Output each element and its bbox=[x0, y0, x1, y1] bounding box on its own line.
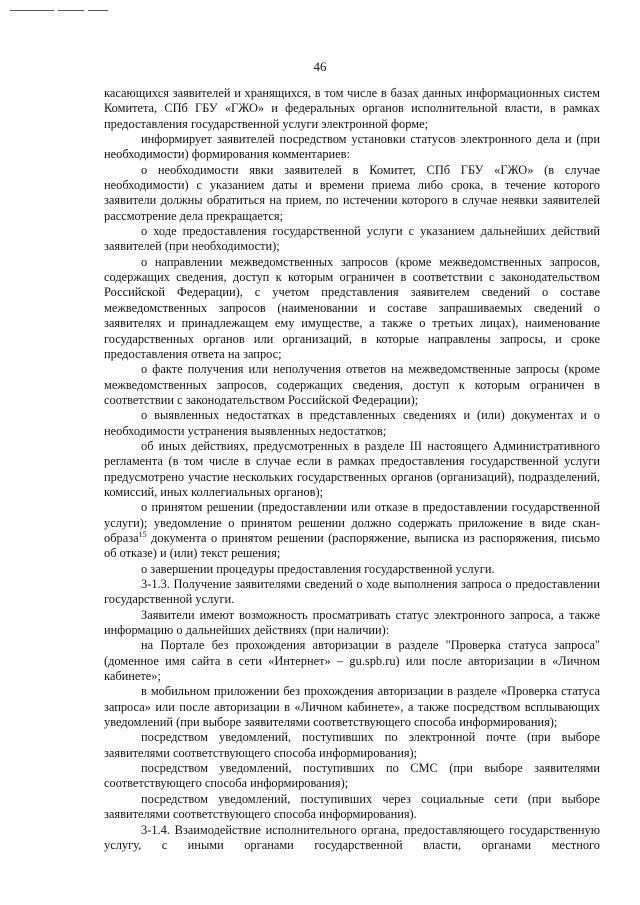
paragraph bbox=[104, 500, 600, 561]
paragraph: о ходе предоставления государственной услуги с указанием дальнейших действий заявителей (при необходимости); bbox=[104, 224, 600, 254]
paragraph: о факте получения или неполучения ответов на межведомственные запросы (кроме межведомственных запросов, содержащих сведения, доступ к которым ограничен в соответствии с законодательством Российской Федерации); bbox=[104, 362, 600, 407]
section-heading-3-1-4: 3-1.4. Взаимодействие исполнительного органа, предоставляющего государственную услугу, с иными органами государственной власти, органами местного bbox=[104, 822, 600, 852]
paragraph: касающихся заявителей и хранящихся, в том числе в базах данных информационных систем Комитета, СПб ГБУ «ГЖО» и федеральных органов исполнительной власти, в рамках предоставления государственной услуги электронной форме; bbox=[104, 86, 600, 131]
paragraph: о выявленных недостатках в представленных сведениях и (или) документах и о необходимости устранения выявленных недостатков; bbox=[104, 408, 600, 438]
paragraph: Заявители имеют возможность просматривать статус электронного запроса, а также информацию о дальнейших действиях (при наличии): bbox=[104, 607, 600, 638]
paragraph: о направлении межведомственных запросов (кроме межведомственных запросов, содержащих сведения, доступ к которым ограничен в соответствии с законодательством Российской Федерации), с учетом представления заявителем сведений о составе межведомственных запросов (наименовании и составе запрашиваемых сведений о заявителях и принадлежащем ему имуществе, а также о третьих лицах), наименование государственных органов или организаций, в которые направлены запросы, и сроке предоставления ответа на запрос; bbox=[104, 254, 600, 361]
paragraph: информирует заявителей посредством установки статусов электронного дела и (при необходимости) формирования комментариев: bbox=[104, 132, 600, 162]
paragraph: посредством уведомлений, поступивших по СМС (при выборе заявителями соответствующего способа информирования); bbox=[104, 761, 600, 791]
paragraph: о завершении процедуры предоставления государственной услуги. bbox=[141, 561, 495, 576]
paragraph: посредством уведомлений, поступивших через социальные сети (при выборе заявителями соответствующего способа информирования). bbox=[104, 791, 600, 822]
section-heading-3-1-3: 3-1.3. Получение заявителями сведений о ходе выполнения запроса о предоставлении государственной услуги. bbox=[104, 577, 600, 607]
paragraph-text: документа о принятом решении (распоряжение, выписка из распоряжения, письмо об отказе) и (или) текст решения; bbox=[104, 530, 600, 561]
paragraph: об иных действиях, предусмотренных в разделе III настоящего Административного регламента (в том числе в случае если в рамках предоставления государственной услуги предусмотрено участие нескольких государственных органов (организаций), подразделений, комиссий, иных коллегиальных органов); bbox=[104, 438, 600, 499]
paragraph-text: о принятом решении (предоставлении или отказе в предоставлении государственной услуги); уведомление о принятом решении должно содержать приложение в виде скан-образа bbox=[104, 500, 600, 545]
paragraph: на Портале без прохождения авторизации в разделе "Проверка статуса запроса" (доменное имя сайта в сети «Интернет» – gu.spb.ru) или после авторизации в «Личном кабинете»; bbox=[104, 638, 600, 684]
paragraph: посредством уведомлений, поступивших по электронной почте (при выборе заявителями соответствующего способа информирования); bbox=[104, 730, 600, 760]
page-number: 46 bbox=[313, 59, 327, 74]
document-body bbox=[104, 86, 600, 853]
scan-edge-mark bbox=[10, 10, 125, 14]
paragraph: о необходимости явки заявителей в Комитет, СПб ГБУ «ГЖО» (в случае необходимости) с указанием даты и времени приема либо срока, в течение которого заявители должны обратиться на прием, по истечении которого в случае неявки заявителей рассмотрение дела прекращается; bbox=[104, 162, 600, 223]
footnote-marker[interactable]: 15 bbox=[138, 529, 147, 539]
paragraph: в мобильном приложении без прохождения авторизации в разделе «Проверка статуса запроса» или после авторизации в «Личном кабинете», а также посредством всплывающих уведомлений (при выборе заявителями соответствующего способа информирования); bbox=[104, 684, 600, 730]
